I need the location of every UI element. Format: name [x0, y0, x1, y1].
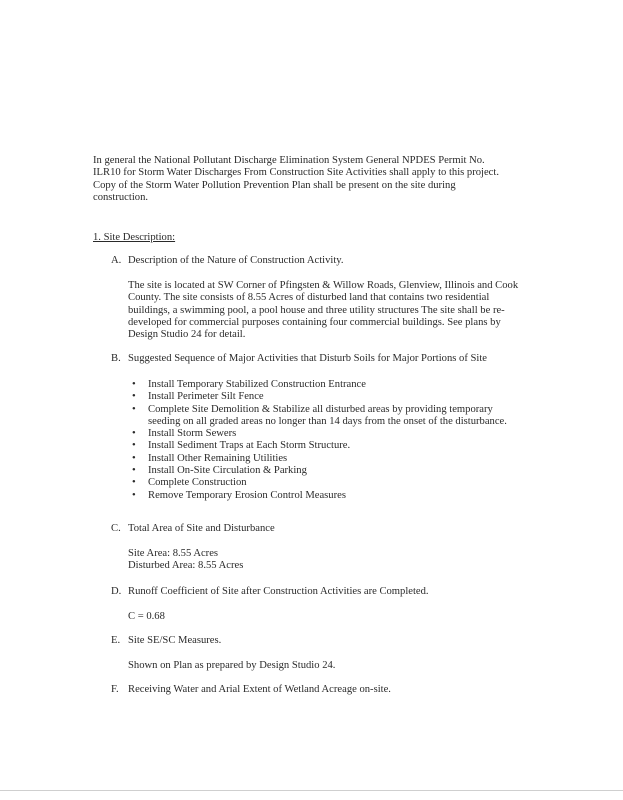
intro-line: In general the National Pollutant Discharge Elimination System General NPDES Permit No. — [93, 155, 485, 166]
item-b-letter: B. — [111, 353, 121, 364]
intro-line: construction. — [93, 191, 149, 203]
item-a-line: developed for commercial purposes containing four commercial buildings. See plans by — [128, 316, 501, 328]
bullet-icon: • — [132, 403, 136, 415]
list-item-text: Install Perimeter Silt Fence — [148, 391, 264, 403]
item-c-title: Total Area of Site and Disturbance — [128, 523, 275, 534]
runoff-coefficient-value: C = 0.68 — [128, 611, 165, 622]
item-e-title: Site SE/SC Measures. — [128, 635, 222, 646]
list-item-text: Complete Site Demolition & Stabilize all disturbed areas by providing temporary — [148, 403, 493, 415]
item-a-title: Description of the Nature of Construction Activity. — [128, 255, 344, 266]
item-f-letter: F. — [111, 684, 119, 695]
item-d-title: Runoff Coefficient of Site after Construction Activities are Completed. — [128, 586, 429, 597]
list-item — [132, 452, 507, 465]
item-d-letter: D. — [111, 586, 122, 597]
list-item-text: Install Storm Sewers — [148, 428, 237, 440]
item-f-title: Receiving Water and Arial Extent of Wetland Acreage on-site. — [128, 684, 391, 695]
list-item — [132, 465, 507, 477]
bullet-icon: • — [132, 477, 136, 489]
bullet-icon: • — [132, 489, 136, 501]
item-e-letter: E. — [111, 635, 121, 646]
item-a-line: buildings, a swimming pool, a pool house and three utility structures The site shall be re- — [128, 304, 505, 316]
bullet-icon: • — [132, 428, 136, 440]
intro-line: Copy of the Storm Water Pollution Prevention Plan shall be present on the site during — [93, 179, 456, 191]
intro-paragraph — [93, 155, 499, 204]
site-area-text: Site Area: 8.55 Acres — [128, 548, 219, 559]
item-e-text: Shown on Plan as prepared by Design Studio 24. — [128, 660, 336, 671]
item-a-line: Design Studio 24 for detail. — [128, 329, 246, 341]
bullet-icon: • — [132, 391, 136, 403]
list-item-text: Remove Temporary Erosion Control Measures — [148, 489, 346, 501]
list-item-text: Install On-Site Circulation & Parking — [148, 465, 307, 477]
intro-line: ILR10 for Storm Water Discharges From Construction Site Activities shall apply to this project. — [93, 167, 499, 179]
list-item-text: Install Temporary Stabilized Construction Entrance — [148, 379, 366, 390]
item-c-areas — [128, 548, 243, 573]
list-item — [132, 428, 507, 440]
bullet-icon: • — [132, 379, 136, 390]
list-item-text: seeding on all graded areas no longer than 14 days from the onset of the disturbance. — [148, 415, 507, 427]
item-b-title: Suggested Sequence of Major Activities that Disturb Soils for Major Portions of Site — [128, 353, 487, 364]
list-item-text: Complete Construction — [148, 477, 247, 489]
list-item — [132, 440, 507, 452]
item-a-paragraph — [128, 280, 518, 341]
list-item — [132, 489, 507, 502]
list-item — [132, 379, 507, 391]
list-item — [132, 403, 507, 429]
item-a-line: County. The site consists of 8.55 Acres of disturbed land that contains two residential — [128, 292, 490, 304]
section-heading: 1. Site Description: — [93, 232, 176, 243]
list-item — [132, 391, 507, 403]
bullet-icon: • — [132, 465, 136, 477]
list-item — [132, 477, 507, 489]
item-a-line: The site is located at SW Corner of Pfingsten & Willow Roads, Glenview, Illinois and Cook — [128, 280, 519, 291]
item-a-letter: A. — [111, 255, 122, 266]
list-item-text: Install Sediment Traps at Each Storm Structure. — [148, 440, 351, 452]
list-item-text: Install Other Remaining Utilities — [148, 452, 288, 464]
bullet-icon: • — [132, 440, 136, 452]
disturbed-area-text: Disturbed Area: 8.55 Acres — [128, 560, 244, 572]
item-c-letter: C. — [111, 523, 121, 534]
bullet-icon: • — [132, 452, 136, 464]
activity-bullet-list — [132, 379, 507, 502]
page-bottom-divider — [0, 790, 623, 791]
